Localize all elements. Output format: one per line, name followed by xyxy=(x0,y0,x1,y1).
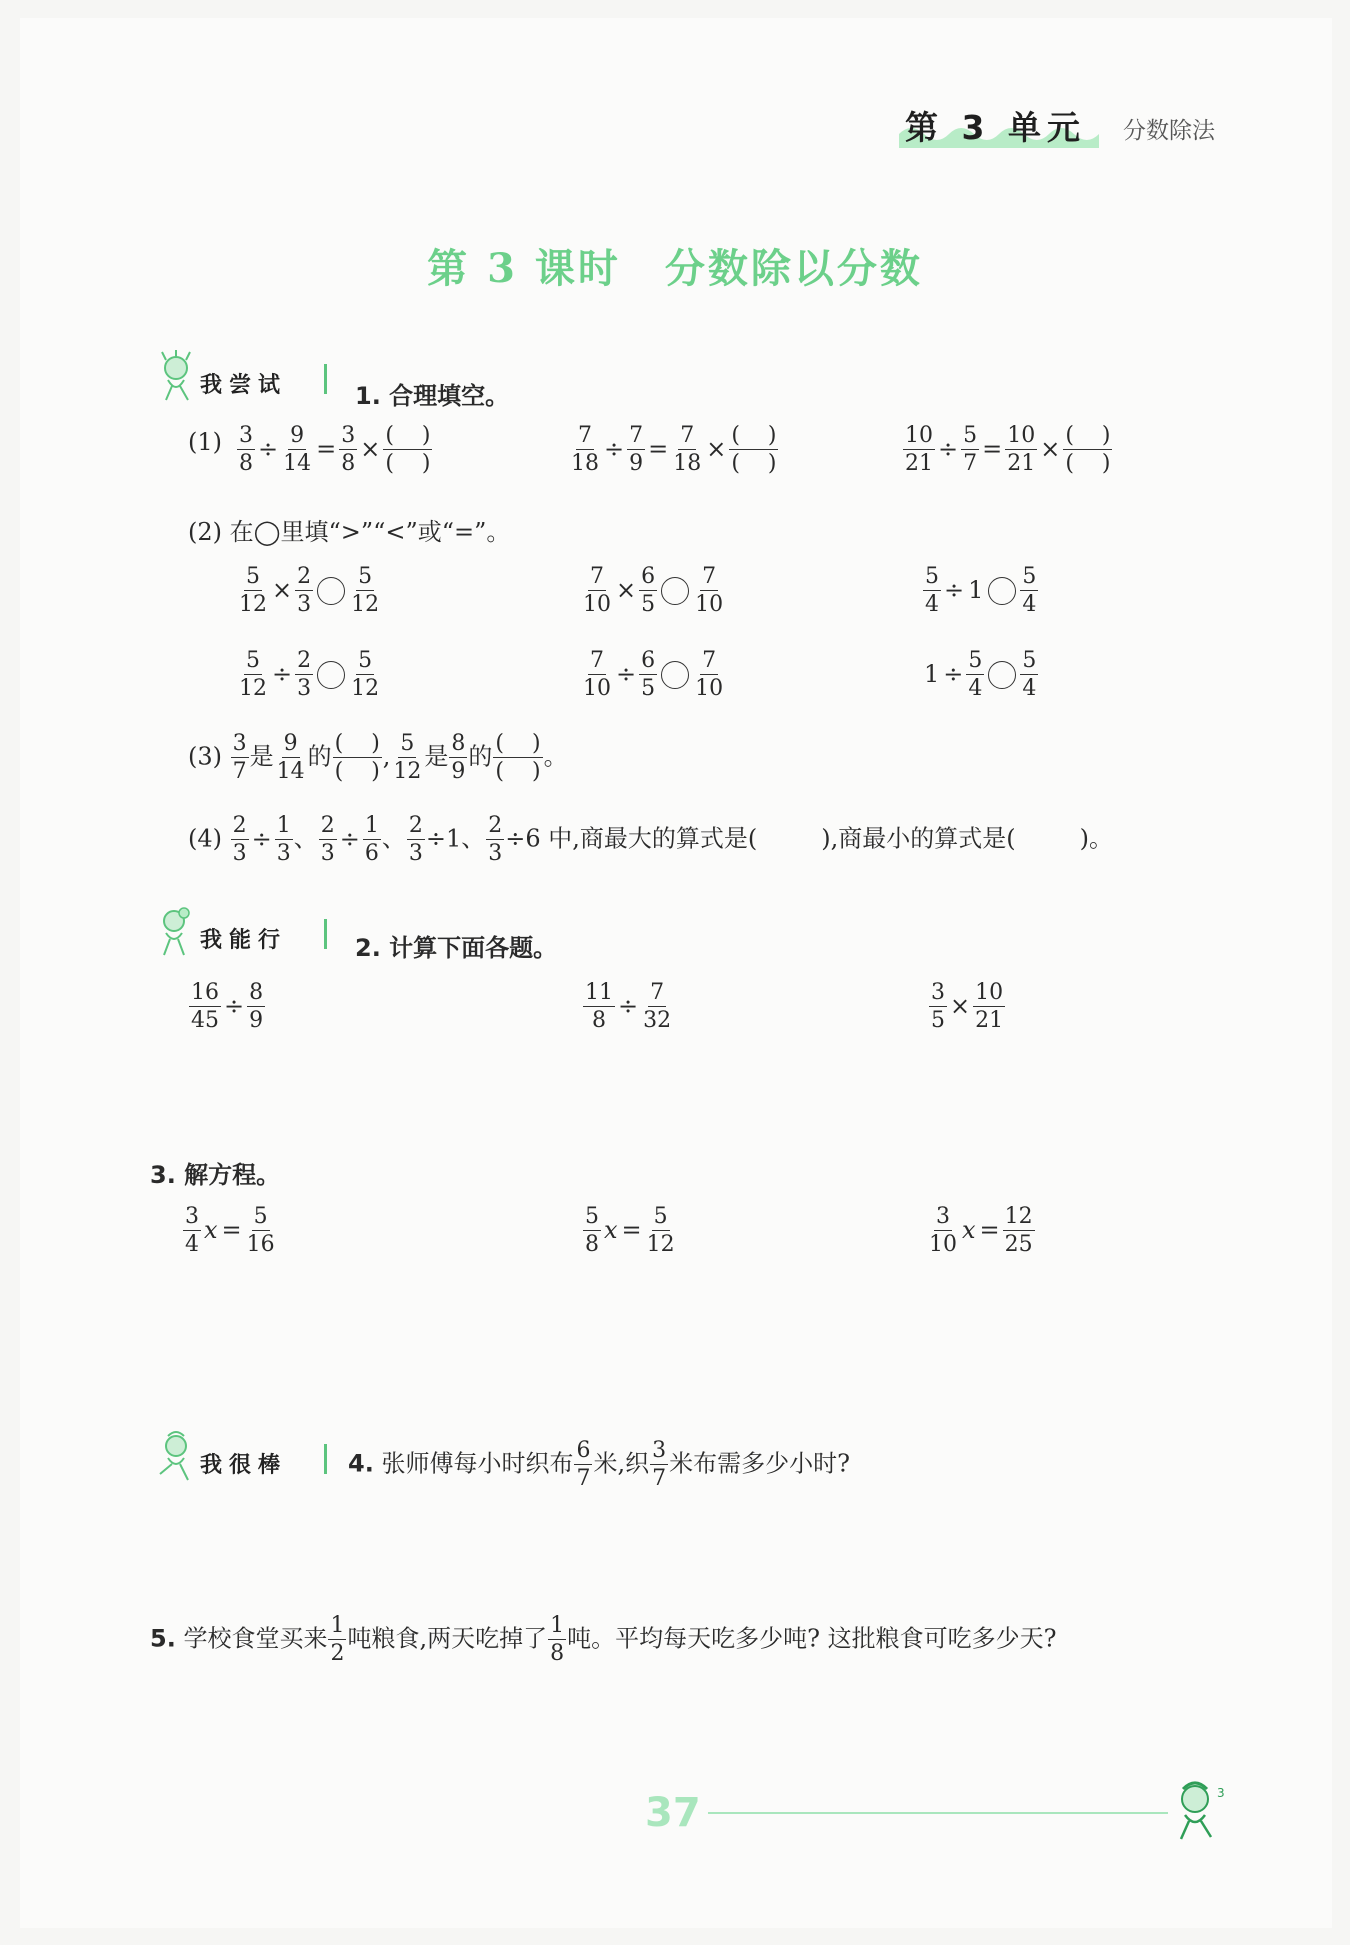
fraction: $\frac{3}{8}$ xyxy=(239,423,253,476)
blank-fraction[interactable]: ( ) ( ) xyxy=(495,731,541,784)
fraction: $\frac{5}{7}$ xyxy=(963,423,978,476)
fraction: $\frac{5}{12}$ xyxy=(646,1204,675,1257)
cartoon-kid-icon xyxy=(150,1430,206,1486)
fraction: $\frac{7}{10}$ xyxy=(583,564,611,617)
fraction: $\frac{5}{4}$ xyxy=(925,564,939,617)
q2-item: $\frac{3}{5}$ × $\frac{10}{21}$ xyxy=(931,980,1004,1033)
blank-fraction[interactable]: ( ) ( ) xyxy=(334,731,380,784)
q1-p2-item: $\frac{5}{4}$ ÷ 1 $\frac{5}{4}$ xyxy=(925,564,1037,617)
q1-p1-item: $\frac{3}{8}$ ÷ $\frac{9}{14}$ = $\frac{3}{8}$ × ( ) ( ) xyxy=(239,423,431,476)
fraction: $\frac{6}{5}$ xyxy=(641,648,656,701)
compare-circle[interactable] xyxy=(988,577,1016,605)
fraction: $\frac{5}{12}$ xyxy=(351,648,380,701)
fraction: $\frac{16}{45}$ xyxy=(191,980,219,1033)
fraction: $\frac{5}{12}$ xyxy=(393,731,422,784)
q1-p2-item: $\frac{5}{12}$ × $\frac{2}{3}$ $\frac{5}{12}$ xyxy=(239,564,380,617)
fraction: $\frac{7}{9}$ xyxy=(629,423,644,476)
blank-fraction[interactable]: ( ) ( ) xyxy=(731,423,777,476)
q1-p2-item: $\frac{7}{10}$ × $\frac{6}{5}$ $\frac{7}{10}$ xyxy=(583,564,724,617)
cartoon-kid-icon xyxy=(1165,1775,1235,1845)
fraction: $\frac{10}{21}$ xyxy=(975,980,1004,1033)
q1-p3: (3) $\frac{3}{7}$ 是 $\frac{9}{14}$ 的 ( ) ( ) , $\frac{5}{12}$ 是 $\frac{8}{9}$ 的 ( ) ( ) 。 xyxy=(188,731,568,784)
fraction: $\frac{3}{8}$ xyxy=(341,423,356,476)
q2-item: $\frac{11}{8}$ ÷ $\frac{7}{32}$ xyxy=(585,980,672,1033)
fraction: $\frac{7}{18}$ xyxy=(673,423,702,476)
fraction: $\frac{7}{10}$ xyxy=(695,564,724,617)
compare-circle[interactable] xyxy=(661,661,689,689)
fraction: $\frac{5}{4}$ xyxy=(968,648,983,701)
fraction: $\frac{2}{3}$ xyxy=(488,813,503,866)
q1-p4: (4) $\frac{2}{3}$ ÷ $\frac{1}{3}$ 、 $\frac{2}{3}$ ÷ $\frac{1}{6}$ 、 $\frac{2}{3}$ ÷1、 $\frac{2}{3}$ ÷6 中,商最大的算式是( ),商最小的算式是( )。 xyxy=(188,813,1113,866)
fraction: $\frac{3}{7}$ xyxy=(652,1438,667,1491)
fraction: $\frac{10}{21}$ xyxy=(1007,423,1036,476)
fraction: $\frac{2}{3}$ xyxy=(297,564,312,617)
fraction: $\frac{5}{4}$ xyxy=(1022,564,1037,617)
fraction: $\frac{3}{5}$ xyxy=(931,980,945,1033)
fraction: $\frac{3}{10}$ xyxy=(929,1204,957,1257)
badge-great: 我很棒 xyxy=(150,1430,340,1478)
cartoon-kid-icon xyxy=(150,905,206,961)
fraction: $\frac{7}{10}$ xyxy=(583,648,611,701)
fraction: $\frac{5}{12}$ xyxy=(239,648,267,701)
q3-equation: $\frac{3}{10}$ x = $\frac{12}{25}$ xyxy=(929,1204,1033,1257)
fraction: $\frac{2}{3}$ xyxy=(232,813,247,866)
unit-header xyxy=(905,102,1086,149)
fraction: $\frac{9}{14}$ xyxy=(283,423,312,476)
q1-p2-text: (2) 在◯里填“>”“<”或“=”。 xyxy=(188,518,511,546)
fraction: $\frac{10}{21}$ xyxy=(905,423,933,476)
fraction: $\frac{5}{8}$ xyxy=(585,1204,599,1257)
badge-can: 我能行 xyxy=(150,905,340,953)
fraction: $\frac{5}{16}$ xyxy=(246,1204,275,1257)
fraction: $\frac{7}{32}$ xyxy=(643,980,672,1033)
fraction: $\frac{2}{3}$ xyxy=(320,813,335,866)
fraction: $\frac{6}{5}$ xyxy=(641,564,656,617)
fraction: $\frac{7}{10}$ xyxy=(695,648,724,701)
q3-label: 3. 解方程。 xyxy=(150,1161,281,1189)
blank-fraction[interactable]: ( ) ( ) xyxy=(385,423,431,476)
fraction: $\frac{1}{2}$ xyxy=(330,1613,345,1666)
fraction: $\frac{3}{4}$ xyxy=(185,1204,199,1257)
q1-p1-num: (1) xyxy=(188,428,222,456)
cartoon-kid-icon xyxy=(150,350,206,406)
q1-p2-item: $\frac{7}{10}$ ÷ $\frac{6}{5}$ $\frac{7}{10}$ xyxy=(583,648,724,701)
q5: 5. 学校食堂买来 $\frac{1}{2}$ 吨粮食,两天吃掉了 $\frac{1}{8}$ 吨。平均每天吃多少吨? 这批粮食可吃多少天? xyxy=(150,1613,1057,1666)
q1-p2-item: 1 ÷ $\frac{5}{4}$ $\frac{5}{4}$ xyxy=(924,648,1037,701)
fraction: $\frac{2}{3}$ xyxy=(408,813,423,866)
fraction: $\frac{11}{8}$ xyxy=(585,980,613,1033)
blank-fraction[interactable]: ( ) ( ) xyxy=(1065,423,1111,476)
badge-try: 我尝试 xyxy=(150,350,340,398)
fraction: $\frac{2}{3}$ xyxy=(297,648,312,701)
fraction: $\frac{7}{18}$ xyxy=(571,423,599,476)
q1-p2-item: $\frac{5}{12}$ ÷ $\frac{2}{3}$ $\frac{5}{12}$ xyxy=(239,648,380,701)
compare-circle[interactable] xyxy=(988,661,1016,689)
q1-label: 1. 合理填空。 xyxy=(355,382,510,410)
q3-equation: $\frac{5}{8}$ x = $\frac{5}{12}$ xyxy=(585,1204,675,1257)
fraction: $\frac{12}{25}$ xyxy=(1004,1204,1033,1257)
compare-circle[interactable] xyxy=(317,577,345,605)
fraction: $\frac{1}{6}$ xyxy=(364,813,379,866)
q1-p1-item: $\frac{7}{18}$ ÷ $\frac{7}{9}$ = $\frac{7}{18}$ × ( ) ( ) xyxy=(571,423,777,476)
badge-divider xyxy=(324,919,327,949)
q3-equation: $\frac{3}{4}$ x = $\frac{5}{16}$ xyxy=(185,1204,275,1257)
lesson-title: 第 3 课时 分数除以分数 xyxy=(427,245,923,292)
fraction: $\frac{5}{4}$ xyxy=(1022,648,1037,701)
fraction: $\frac{9}{14}$ xyxy=(276,731,305,784)
fraction: $\frac{1}{8}$ xyxy=(550,1613,565,1666)
badge-divider xyxy=(324,1444,327,1474)
compare-circle[interactable] xyxy=(317,661,345,689)
unit-title: 第 3 单元 xyxy=(905,108,1086,147)
fraction: $\frac{5}{12}$ xyxy=(239,564,267,617)
fraction: $\frac{3}{7}$ xyxy=(232,731,247,784)
q1-p1-item: $\frac{10}{21}$ ÷ $\frac{5}{7}$ = $\frac{10}{21}$ × ( ) ( ) xyxy=(905,423,1111,476)
q2-label: 2. 计算下面各题。 xyxy=(355,934,558,962)
page-number: 37 xyxy=(645,1790,701,1836)
fraction: $\frac{6}{7}$ xyxy=(576,1438,591,1491)
compare-circle[interactable] xyxy=(661,577,689,605)
q4: 4. 张师傅每小时织布 $\frac{6}{7}$ 米,织 $\frac{3}{7}$ 米布需多少小时? xyxy=(348,1438,850,1491)
unit-subtitle: 分数除法 xyxy=(1123,118,1215,144)
fraction: $\frac{8}{9}$ xyxy=(249,980,264,1033)
footer-line xyxy=(708,1812,1168,1814)
svg-text:3: 3 xyxy=(1217,1786,1225,1800)
q2-item: $\frac{16}{45}$ ÷ $\frac{8}{9}$ xyxy=(191,980,264,1033)
badge-divider xyxy=(324,364,327,394)
fraction: $\frac{8}{9}$ xyxy=(451,731,466,784)
fraction: $\frac{1}{3}$ xyxy=(276,813,291,866)
fraction: $\frac{5}{12}$ xyxy=(351,564,380,617)
